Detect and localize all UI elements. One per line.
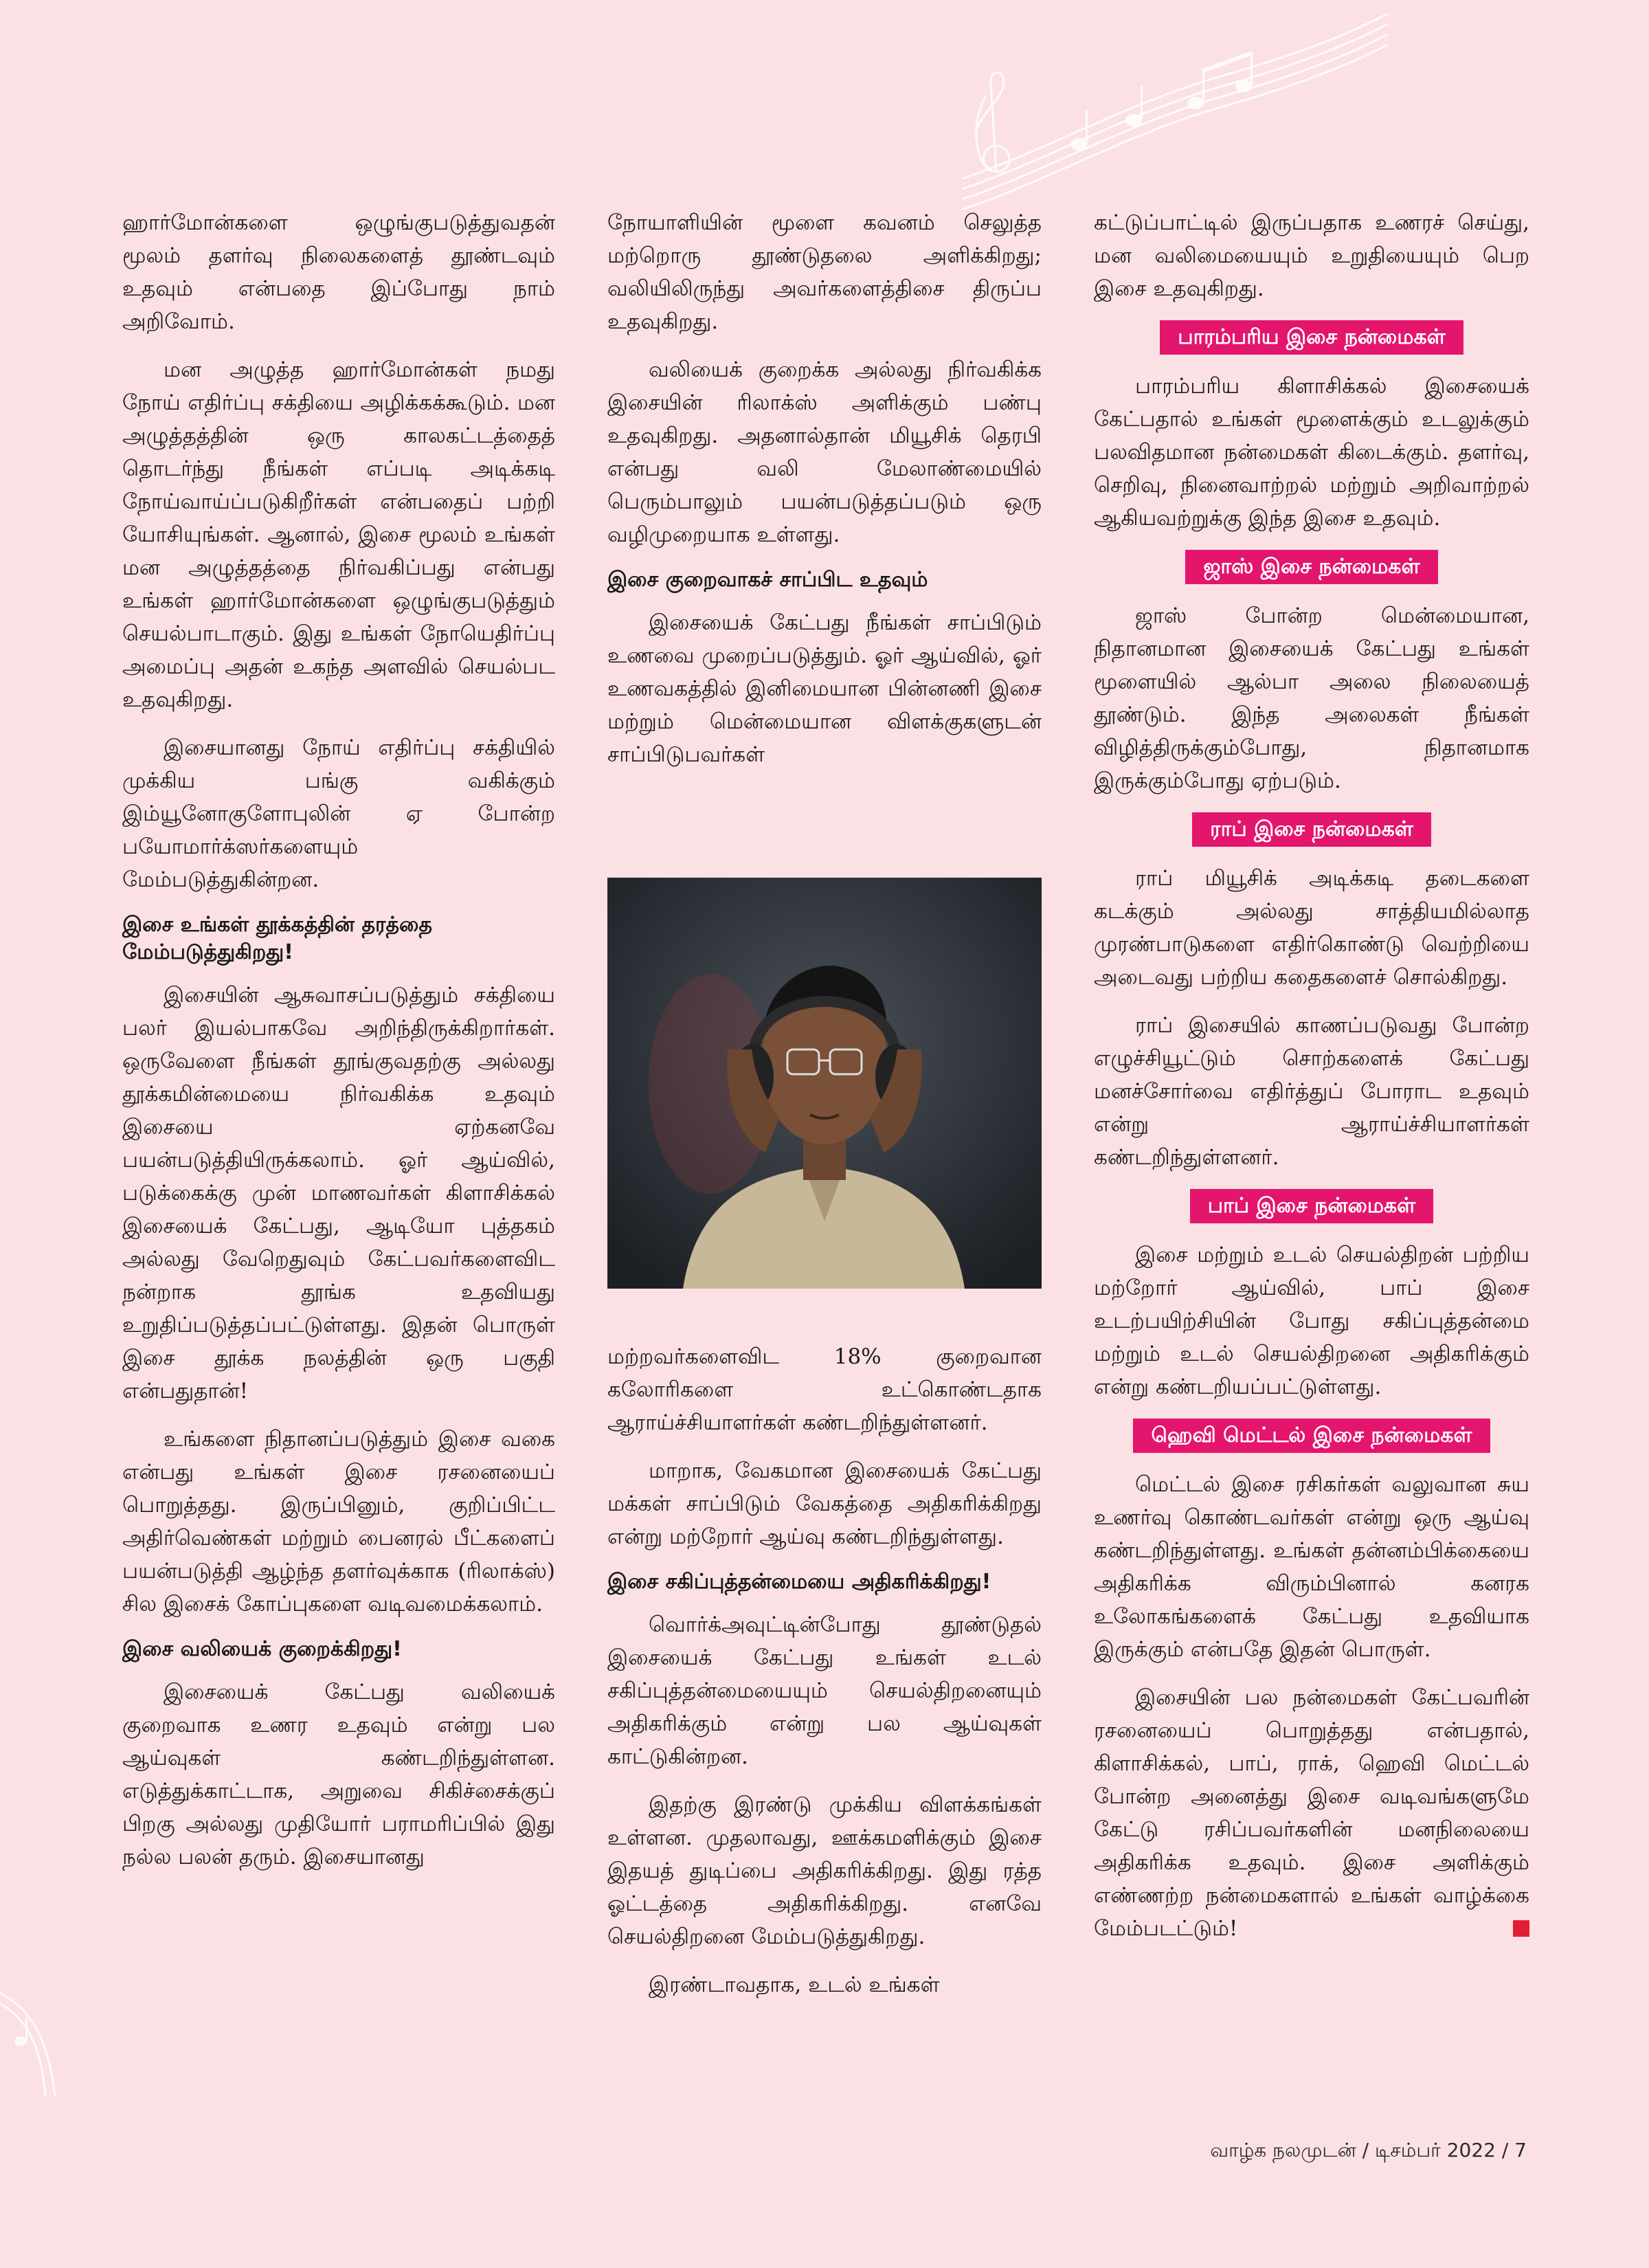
- paragraph: இசையைக் கேட்பது வலியைக் குறைவாக உணர உதவும் என்று பல ஆய்வுகள் கண்டறிந்துள்ளன. எடுத்துக்காட்டாக, அறுவை சிகிச்சைக்குப் பிறகு அல்லது முதியோர் பராமரிப்பில் இது நல்ல பலன் தரும். இசையானது: [122, 1680, 555, 1869]
- section-heading: இசை வலியைக் குறைக்கிறது!: [122, 1637, 402, 1661]
- section-heading: இசை உங்கள் தூக்கத்தின் தரத்தை மேம்படுத்துகிறது!: [122, 913, 432, 964]
- section-heading: இசை சகிப்புத்தன்மையை அதிகரிக்கிறது!: [607, 1570, 991, 1594]
- paragraph: இரண்டாவதாக, உடல் உங்கள்: [649, 1972, 940, 1997]
- section-heading: இசை குறைவாகச் சாப்பிட உதவும்: [607, 568, 928, 592]
- paragraph: மன அழுத்த ஹார்மோன்கள் நமது நோய் எதிர்ப்பு சக்தியை அழிக்கக்கூடும். மன அழுத்தத்தின் ஒரு காலகட்டத்தைத் தொடர்ந்து நீங்கள் எப்படி அடிக்கடி நோய்வாய்ப்படுகிறீர்கள் என்பதைப் பற்றி யோசியுங்கள். ஆனால், இசை மூலம் உங்கள் மன அழுத்தத்தை நிர்வகிப்பது என்பது உங்கள் ஹார்மோன்களை ஒழுங்குபடுத்தும் செயல்பாடாகும். இது உங்கள் நோயெதிர்ப்பு அமைப்பு அதன் உகந்த அளவில் செயல்பட உதவுகிறது.: [122, 357, 555, 712]
- music-notes-decoration: [948, 0, 1388, 227]
- paragraph: பாரம்பரிய கிளாசிக்கல் இசையைக் கேட்பதால் உங்கள் மூளைக்கும் உடலுக்கும் பலவிதமான நன்மைகள் கிடைக்கும். தளர்வு, செறிவு, நினைவாற்றல் மற்றும் அறிவாற்றல் ஆகியவற்றுக்கு இந்த இசை உதவும்.: [1094, 374, 1529, 531]
- paragraph-text: இசையின் பல நன்மைகள் கேட்பவரின் ரசனையைப் பொறுத்தது என்பதால், கிளாசிக்கல், பாப், ராக், ஹெவி மெட்டல் போன்ற அனைத்து இசை வடிவங்களுமே கேட்டு ரசிப்பவர்களின் மனநிலையை அதிகரிக்க உதவும். இசை அளிக்கும் எண்ணற்ற நன்மைகளால் உங்கள் வாழ்க்கை மேம்படட்டும்!: [1094, 1685, 1529, 1941]
- paragraph: மெட்டல் இசை ரசிகர்கள் வலுவான சுய உணர்வு கொண்டவர்கள் என்று ஒரு ஆய்வு கண்டறிந்துள்ளது. உங்கள் தன்னம்பிக்கையை அதிகரிக்க விரும்பினால் கனரக உலோகங்களைக் கேட்பது உதவியாக இருக்கும் என்பதே இதன் பொருள்.: [1094, 1472, 1529, 1662]
- section-badge-classical: பாரம்பரிய இசை நன்மைகள்: [1160, 320, 1463, 355]
- paragraph: இசையின் ஆசுவாசப்படுத்தும் சக்தியை பலர் இயல்பாகவே அறிந்திருக்கிறார்கள். ஒருவேளை நீங்கள் தூங்குவதற்கு அல்லது தூக்கமின்மையை நிர்வகிக்க உதவும் இசையை ஏற்கனவே பயன்படுத்தியிருக்கலாம். ஓர் ஆய்வில், படுக்கைக்கு முன் மாணவர்கள் கிளாசிக்கல் இசையைக் கேட்பது, ஆடியோ புத்தகம் அல்லது வேறெதுவும் கேட்பவர்களைவிட நன்றாக தூங்க உதவியது உறுதிப்படுத்தப்பட்டுள்ளது. இதன் பொருள் இசை தூக்க நலத்தின் ஒரு பகுதி என்பதுதான்!: [122, 983, 555, 1403]
- page-footer: வாழ்க நலமுடன் / டிசம்பர் 2022 / 7: [1210, 2139, 1527, 2161]
- music-notes-decoration: [0, 1966, 82, 2103]
- column-2-top: [607, 206, 1042, 786]
- section-badge-rap: ராப் இசை நன்மைகள்: [1192, 812, 1431, 847]
- paragraph: நோயாளியின் மூளை கவனம் செலுத்த மற்றொரு தூண்டுதலை அளிக்கிறது; வலியிலிருந்து அவர்களைத்திசை திருப்ப உதவுகிறது.: [607, 210, 1042, 334]
- paragraph: வொர்க்அவுட்டின்போது தூண்டுதல் இசையைக் கேட்பது உங்கள் உடல் சகிப்புத்தன்மையையும் செயல்திறனையும் அதிகரிக்கும் என்று பல ஆய்வுகள் காட்டுகின்றன.: [607, 1612, 1042, 1769]
- photo-man-with-headphones: [607, 878, 1042, 1289]
- paragraph: இசையைக் கேட்பது நீங்கள் சாப்பிடும் உணவை முறைப்படுத்தும். ஓர் ஆய்வில், ஓர் உணவகத்தில் இனிமையான பின்னணி இசை மற்றும் மென்மையான விளக்குகளுடன் சாப்பிடுபவர்கள்: [607, 610, 1042, 767]
- paragraph: உங்களை நிதானப்படுத்தும் இசை வகை என்பது உங்கள் இசை ரசனையைப் பொறுத்தது. இருப்பினும், குறிப்பிட்ட அதிர்வெண்கள் மற்றும் பைனரல் பீட்களைப் பயன்படுத்தி ஆழ்ந்த தளர்வுக்காக (ரிலாக்ஸ்) சில இசைக் கோப்புகளை வடிவமைக்கலாம்.: [122, 1427, 555, 1616]
- paragraph: இதற்கு இரண்டு முக்கிய விளக்கங்கள் உள்ளன. முதலாவது, ஊக்கமளிக்கும் இசை இதயத் துடிப்பை அதிகரிக்கிறது. இது ரத்த ஓட்டத்தை அதிகரிக்கிறது. எனவே செயல்திறனை மேம்படுத்துகிறது.: [607, 1792, 1042, 1949]
- paragraph: மற்றவர்களைவிட 18% குறைவான கலோரிகளை உட்கொண்டதாக ஆராய்ச்சியாளர்கள் கண்டறிந்துள்ளனர்.: [607, 1344, 1042, 1435]
- section-badge-heavy-metal: ஹெவி மெட்டல் இசை நன்மைகள்: [1133, 1419, 1490, 1453]
- column-1: [122, 206, 555, 1889]
- paragraph: ராப் மியூசிக் அடிக்கடி தடைகளை கடக்கும் அல்லது சாத்தியமில்லாத முரண்பாடுகளை எதிர்கொண்டு வெற்றியை அடைவது பற்றிய கதைகளைச் சொல்கிறது.: [1094, 866, 1529, 990]
- paragraph: இசையானது நோய் எதிர்ப்பு சக்தியில் முக்கிய பங்கு வகிக்கும் இம்யூனோகுளோபுலின் ஏ போன்ற பயோமார்க்ஸர்களையும் மேம்படுத்துகின்றன.: [122, 735, 555, 892]
- paragraph: ஹார்மோன்களை ஒழுங்குபடுத்துவதன் மூலம் தளர்வு நிலைகளைத் தூண்டவும் உதவும் என்பதை இப்போது நாம் அறிவோம்.: [122, 210, 555, 334]
- column-3: [1094, 206, 1529, 1960]
- column-2-bottom: [607, 1340, 1042, 2016]
- section-badge-pop: பாப் இசை நன்மைகள்: [1190, 1189, 1434, 1223]
- section-badge-jazz: ஜாஸ் இசை நன்மைகள்: [1185, 550, 1437, 584]
- paragraph: வலியைக் குறைக்க அல்லது நிர்வகிக்க இசையின் ரிலாக்ஸ் அளிக்கும் பண்பு உதவுகிறது. அதனால்தான் மியூசிக் தெரபி என்பது வலி மேலாண்மையில் பெரும்பாலும் பயன்படுத்தப்படும் ஒரு வழிமுறையாக உள்ளது.: [607, 357, 1042, 547]
- end-of-article-mark: [1513, 1920, 1529, 1937]
- paragraph: ராப் இசையில் காணப்படுவது போன்ற எழுச்சியூட்டும் சொற்களைக் கேட்பது மனச்சோர்வை எதிர்த்துப் போராட உதவும் என்று ஆராய்ச்சியாளர்கள் கண்டறிந்துள்ளனர்.: [1094, 1013, 1529, 1170]
- paragraph: இசை மற்றும் உடல் செயல்திறன் பற்றிய மற்றோர் ஆய்வில், பாப் இசை உடற்பயிற்சியின் போது சகிப்புத்தன்மை மற்றும் உடல் செயல்திறனை அதிகரிக்கும் என்று கண்டறியப்பட்டுள்ளது.: [1094, 1243, 1529, 1399]
- paragraph: ஜாஸ் போன்ற மென்மையான, நிதானமான இசையைக் கேட்பது உங்கள் மூளையில் ஆல்பா அலை நிலையைத் தூண்டும். இந்த அலைகள் நீங்கள் விழித்திருக்கும்போது, நிதானமாக இருக்கும்போது ஏற்படும்.: [1094, 603, 1529, 793]
- paragraph: மாறாக, வேகமான இசையைக் கேட்பது மக்கள் சாப்பிடும் வேகத்தை அதிகரிக்கிறது என்று மற்றோர் ஆய்வு கண்டறிந்துள்ளது.: [607, 1458, 1042, 1549]
- paragraph: கட்டுப்பாட்டில் இருப்பதாக உணரச் செய்து, மன வலிமையையும் உறுதியையும் பெற இசை உதவுகிறது.: [1094, 210, 1529, 301]
- paragraph-closing: [1094, 1681, 1529, 1945]
